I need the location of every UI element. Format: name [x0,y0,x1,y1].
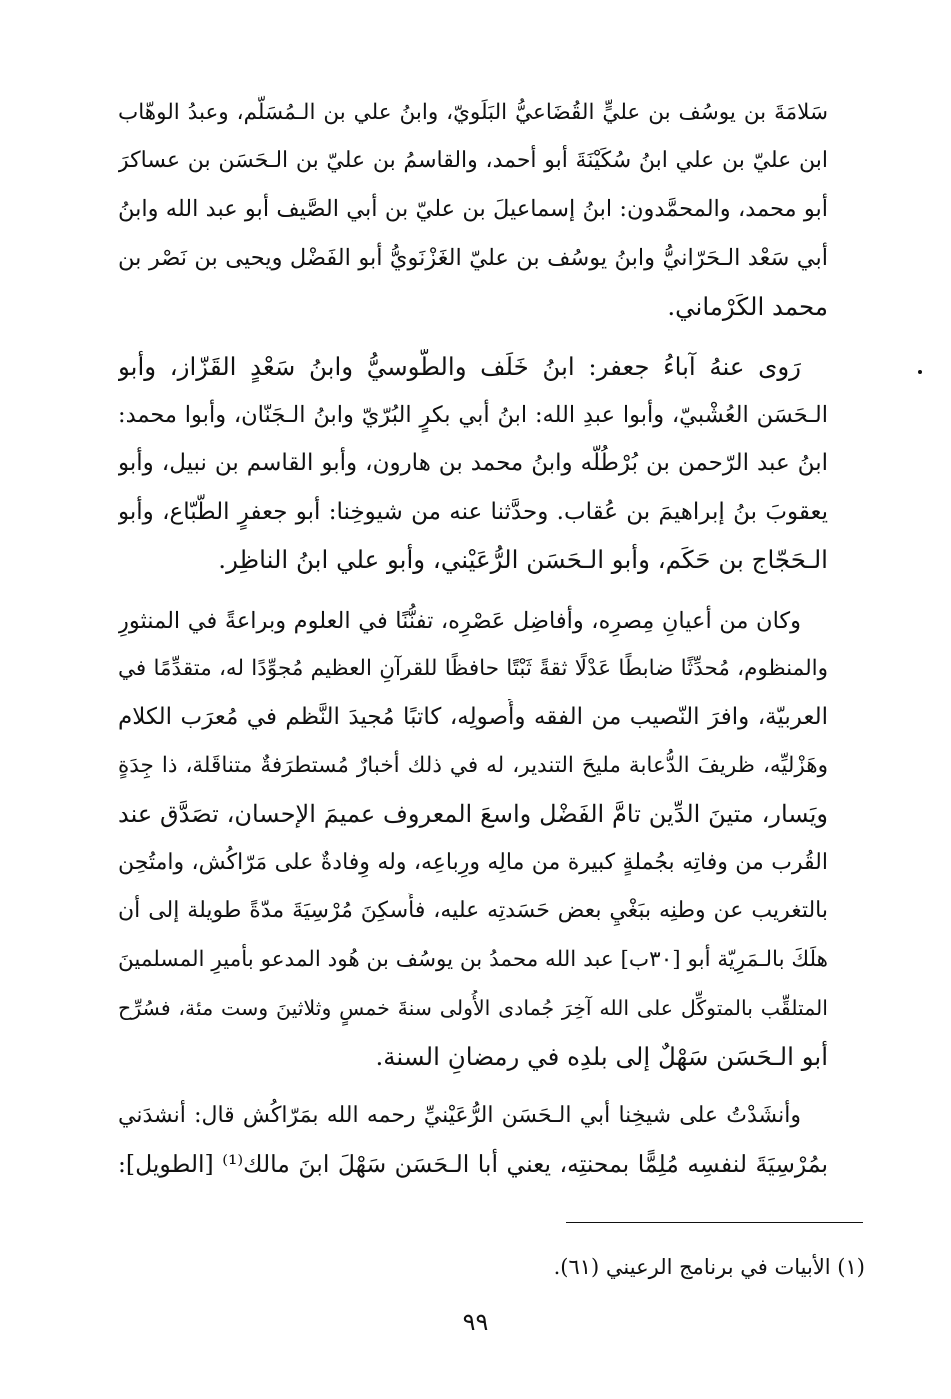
body-line: الـحَجّاج بن حَكَم، وأبو الـحَسَن الرُّعَيْني، وأبو علي ابنُ الناظِر. [218,545,828,574]
page-number: ٩٩ [462,1308,489,1336]
body-line: ابن عليّ بن علي ابنُ سُكَيْنَةَ أبو أحمد، والقاسمُ بن عليّ بن الـحَسَن بن عساكرَ [118,148,828,173]
body-line: والمنظوم، مُحدِّثًا ضابطًا عَدْلًا ثقةً ثَبْتًا حافظًا للقرآنِ العظيم مُجوِّدًا له، متقدِّمًا في [118,656,828,681]
body-line: سَلامَةَ بن يوسُف بن عليٍّ القُضَاعيُّ البَلَويّ، وابنُ علي بن الـمُسَلَّم، وعبدُ الوهّاب [118,100,828,125]
body-line: بمُرْسِيَةَ لنفسِه مُلِمًّا بمحنتِه، يعني أبا الـحَسَن سَهْلَ ابنَ مالك⁽¹⁾ [الطويل]: [118,1150,828,1178]
body-line: بالتغريب عن وطنِه ببَغْيِ بعض حَسَدتِه عليه، فأُسكِنَ مُرْسِيَةَ مدّةً طويلة إلى أن [118,898,828,923]
body-line: وكان من أعيانِ مِصرِه، وأفاضِل عَصْرِه، تفنُّنًا في العلوم وبراعةً في المنثورِ [118,608,801,634]
body-line: المتلقِّب بالمتوكِّل على الله آخِرَ جُمادى الأُولى سنةَ خمسٍ وثلاثينَ وست مئة، فسُرِّح [118,996,828,1020]
margin-mark [918,370,922,374]
footnote-divider [566,1222,863,1223]
body-line: يعقوبَ بنُ إبراهيمَ بن عُقاب. وحدَّثنا عنه من شيوخِنا: أبو جعفرٍ الطَّبّاع، وأبو [118,499,828,525]
body-line: أبي سَعْد الـحَرّانيُّ وابنُ يوسُف بن عليّ الغَزْنَويُّ أبو الفَضْل ويحيى بن نَصْر بن [118,245,828,271]
body-line: ويَسار، متينَ الدِّين تامَّ الفَضْل واسعَ المعروف عميمَ الإحسان، تصَدَّق عند [118,800,828,828]
body-line: أبو محمد، والمحمَّدون: ابنُ إسماعيلَ بن عليّ بن أبي الصَّيف أبو عبد الله وابنُ [118,196,828,222]
body-line: رَوى عنهُ آباءُ جعفر: ابنُ خَلَف والطُّوسيُّ وابنُ سَعْدٍ القَزّاز، وأبو [118,352,801,381]
body-line: وأنشَدْتُ على شيخِنا أبي الـحَسَن الرُّعَيْنيِّ رحمه الله بمَرّاكُش قال: أنشدَني [118,1103,801,1128]
body-line: أبو الـحَسَن سَهْلٌ إلى بلدِه في رمضانِ السنة. [375,1042,828,1071]
body-line: الـحَسَن العُشْبيّ، وأبوا عبدِ الله: ابنُ أبي بكرٍ البُرّيّ وابنُ الـجَنّان، وأبوا محمد: [118,402,828,428]
body-line: هلَكَ بالـمَرِيّة أبو [٣٠ب] عبد الله محمدُ بن يوسُف بن هُود المدعو بأميرِ المسلمينَ [118,947,828,972]
body-line: القُرب من وفاتِه بجُملةٍ كبيرة من مالِه ورِباعِه، وله وِفادةٌ على مَرّاكُش، وامتُحِن [118,850,828,875]
body-line: ابنُ عبد الرّحمن بن بُرْطُلّه وابنُ محمد بن هارون، وأبو القاسم بن نبيل، وأبو [118,450,828,476]
footnote: (١) الأبيات في برنامج الرعيني (٦١). [553,1255,865,1279]
body-line: محمد الكَرْماني. [667,292,828,321]
body-line: وهَزْليِّه، ظريفَ الدُّعابة مليحَ التندير، له في ذلك أخبارٌ مُستطرَفةٌ متناقَلة، ذا جِدَةٍ [118,753,828,778]
body-line: العربيّة، وافرَ النّصيب من الفقه وأُصولِه، كاتبًا مُجيدَ النَّظم في مُعرَب الكلام [118,704,828,730]
